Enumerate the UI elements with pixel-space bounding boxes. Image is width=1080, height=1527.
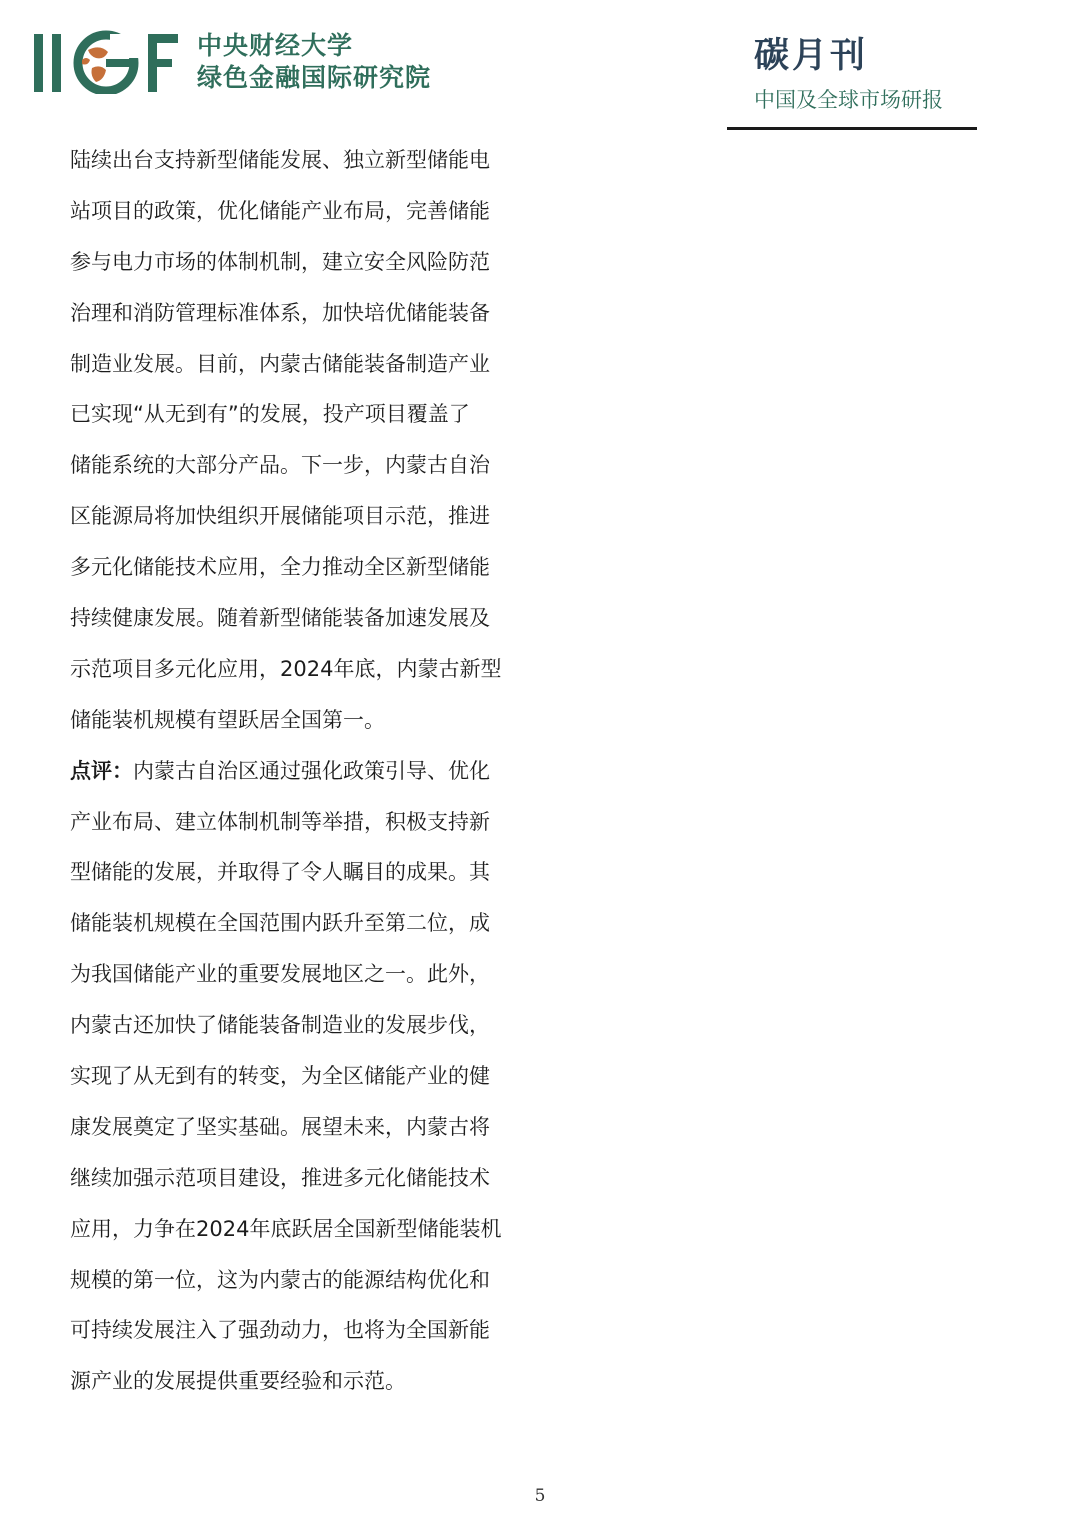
review-line: 储能装机规模在全国范围内跃升至第二位，成 [70,911,490,936]
org-name-institute: 绿色金融国际研究院 [197,63,432,92]
iigf-logo-mark [34,30,184,94]
review-first-line [70,746,520,797]
review-line: 康发展奠定了坚实基础。展望未来，内蒙古将 [70,1114,490,1139]
body-line: 参与电力市场的体制机制，建立安全风险防范 [70,249,490,274]
body-line: 储能装机规模有望跃居全国第一。 [70,707,385,732]
body-line: 持续健康发展。随着新型储能装备加速发展及 [70,606,490,631]
body-line: 治理和消防管理标准体系，加快培优储能装备 [70,300,490,325]
magazine-title: 碳月刊 [754,36,869,76]
review-line: 继续加强示范项目建设，推进多元化储能技术 [70,1165,490,1190]
body-line: 示范项目多元化应用，2024年底，内蒙古新型 [70,656,502,681]
review-line: 内蒙古还加快了储能装备制造业的发展步伐， [70,1013,490,1038]
review-line: 产业布局、建立体制机制等举措，积极支持新 [70,809,490,834]
review-first-line-text: 内蒙古自治区通过强化政策引导、优化 [133,758,490,783]
review-line: 可持续发展注入了强劲动力，也将为全国新能 [70,1318,490,1343]
body-line: 已实现“从无到有”的发展，投产项目覆盖了 [70,402,470,427]
page-number: 5 [534,1486,546,1506]
review-line: 实现了从无到有的转变，为全区储能产业的健 [70,1064,490,1089]
body-line: 储能系统的大部分产品。下一步，内蒙古自治 [70,453,490,478]
review-line: 型储能的发展，并取得了令人瞩目的成果。其 [70,860,490,885]
masthead-divider [727,127,977,130]
header-logo [34,30,454,98]
magazine-subtitle: 中国及全球市场研报 [754,88,943,112]
review-line: 源产业的发展提供重要经验和示范。 [70,1369,406,1394]
body-line: 制造业发展。目前，内蒙古储能装备制造产业 [70,351,490,376]
body-line: 陆续出台支持新型储能发展、独立新型储能电 [70,148,490,172]
body-line: 区能源局将加快组织开展储能项目示范，推进 [70,504,490,529]
org-name-university: 中央财经大学 [197,31,354,60]
org-names [197,30,431,94]
review-label: 点评： [70,758,133,783]
review-line: 为我国储能产业的重要发展地区之一。此外， [70,962,490,987]
review-line: 应用，力争在2024年底跃居全国新型储能装机 [70,1216,502,1241]
body-line: 站项目的政策，优化储能产业布局，完善储能 [70,198,490,223]
review-line: 规模的第一位，这为内蒙古的能源结构优化和 [70,1267,490,1292]
body-line: 多元化储能技术应用，全力推动全区新型储能 [70,555,490,580]
article-body [70,135,520,1407]
